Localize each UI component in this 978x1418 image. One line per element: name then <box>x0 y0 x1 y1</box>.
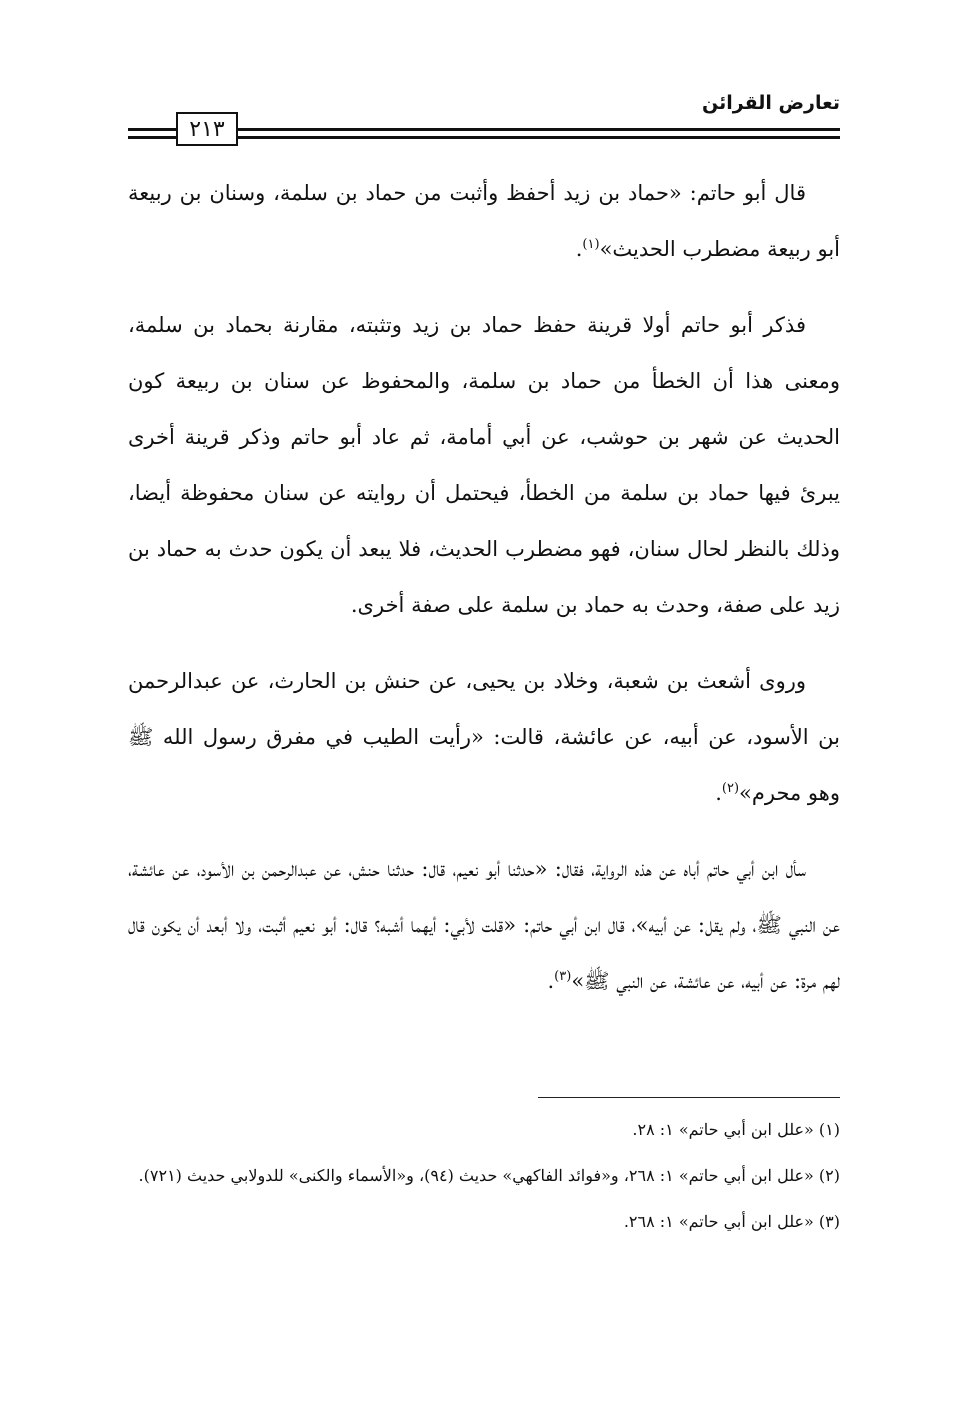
paragraph-4: سأل ابن أبي حاتم أباه عن هذه الرواية، فقال: «حدثنا أبو نعيم، قال: حدثنا حنش، عن عبدالرحمن بن الأسود، عن عائشة، عن النبي ﷺ، ولم يقل: عن أبيه»، قال ابن أبي حاتم: «قلت لأبي: أيهما أشبه؟ قال: أبو نعيم أثبت، ولا أبعد أن يكون قال لهم مرة: عن أبيه، عن عائشة، عن النبي ﷺ»$^{(٣)}$. <box>128 857 840 993</box>
paragraph-text: قال أبو حاتم: «حماد بن زيد أحفظ وأثبت من حماد بن سلمة، وسنان بن ربيعة أبو ربيعة مضطرب الحديث» <box>128 181 840 261</box>
page-header <box>128 92 840 152</box>
page-number: ٢١٣ <box>176 112 238 146</box>
footnote-ref-2[interactable]: (٢) <box>721 781 740 796</box>
footnotes <box>128 1110 840 1248</box>
footnote-ref-3[interactable]: (٣) <box>554 969 572 984</box>
paragraph-text: سأل ابن أبي حاتم أباه عن هذه الرواية، فقال: «حدثنا أبو نعيم، قال: حدثنا حنش، عن عبدالرحمن بن الأسود، عن عائشة، عن النبي ﷺ، ولم يقل: عن أبيه»، قال ابن أبي حاتم: «قلت لأبي: أيهما أشبه؟ قال: أبو نعيم أثبت، ولا أبعد أن يكون قال لهم مرة: عن أبيه، عن عائشة، عن النبي ﷺ» <box>128 857 840 993</box>
page-number-ornament <box>128 128 170 139</box>
paragraph-text: وروى أشعث بن شعبة، وخلاد بن يحيى، عن حنش بن الحارث، عن عبدالرحمن بن الأسود، عن أبيه، عن عائشة، قالت: «رأيت الطيب في مفرق رسول الله ﷺ وهو محرم» <box>128 669 840 805</box>
body-text <box>128 165 840 1029</box>
paragraph-2 <box>128 297 840 633</box>
paragraph-3: وروى أشعث بن شعبة، وخلاد بن يحيى، عن حنش بن الحارث، عن عبدالرحمن بن الأسود، عن أبيه، عن عائشة، قالت: «رأيت الطيب في مفرق رسول الله ﷺ وهو محرم»$^{(٢)}$. <box>128 669 840 805</box>
footnote-1: (١) «علل ابن أبي حاتم» ١: ٢٨. <box>632 1120 840 1139</box>
footnote-2: (٢) «علل ابن أبي حاتم» ١: ٢٦٨، و«فوائد الفاكهي» حديث (٩٤)، و«الأسماء والكنى» للدولابي حديث (٧٢١). <box>138 1166 840 1185</box>
footnote-ref-1[interactable]: (١) <box>582 237 600 252</box>
chapter-title: تعارض القرائن <box>702 92 840 114</box>
footnote-3: (٣) «علل ابن أبي حاتم» ١: ٢٦٨. <box>623 1212 840 1231</box>
footnote-separator <box>538 1097 840 1098</box>
paragraph-text: فذكر أبو حاتم أولا قرينة حفظ حماد بن زيد وتثبته، مقارنة بحماد بن سلمة، ومعنى هذا أن الخطأ من حماد بن سلمة، والمحفوظ عن سنان بن ربيعة كون الحديث عن شهر بن حوشب، عن أبي أمامة، ثم عاد أبو حاتم وذكر قرينة أخرى يبرئ فيها حماد بن سلمة من الخطأ، فيحتمل أن روايته عن سنان محفوظة أيضا، وذلك بالنظر لحال سنان، فهو مضطرب الحديث، فلا يبعد أن يكون حدث به حماد بن زيد على صفة، وحدث به حماد بن سلمة على صفة أخرى. <box>128 313 840 617</box>
paragraph-1: قال أبو حاتم: «حماد بن زيد أحفظ وأثبت من حماد بن سلمة، وسنان بن ربيعة أبو ربيعة مضطرب الحديث»$^{(١)}$. <box>128 181 840 261</box>
